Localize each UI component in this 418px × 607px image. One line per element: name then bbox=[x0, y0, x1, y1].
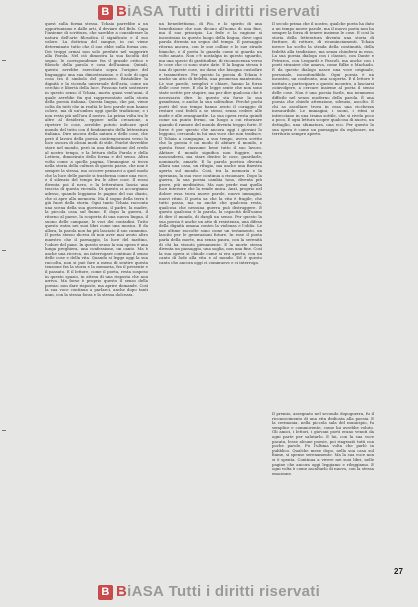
watermark-brand-b: B bbox=[115, 583, 128, 600]
margin-mark bbox=[2, 250, 6, 251]
watermark-rights: Tutti i diritti riservati bbox=[168, 583, 321, 600]
watermark-top bbox=[0, 3, 418, 20]
page-number: 27 bbox=[394, 567, 403, 576]
biasa-logo-icon: B bbox=[98, 585, 113, 600]
margin-mark bbox=[2, 60, 6, 61]
column-3-lower-body: Il premio, assegnato nel secondo dopoguerra, fu il riconoscimento di una vita dedicata alla poesia. E la cerimonia, nella piccola sala del municipio, fu semplice e commovente, come lui avrebbe voluto. Gli amici, i lettori, i giovani poeti erano venuti da ogni parte per salutarlo. E lui, con la sua voce pacata, lesse alcune poesie, poi ringraziò tutti con poche parole. Fu l'ultima volta che parlò in pubblico. Qualche mese dopo, nella sua casa sul fiume, si spense serenamente. Ma la sua voce non si è spenta. Continua a vivere nei suoi libri, nelle pagine che ancora oggi leggiamo e rileggiamo. E ogni volta è come ascoltarlo di nuovo, con la stessa emozione. bbox=[272, 412, 374, 476]
watermark-rights: Tutti i diritti riservati bbox=[168, 3, 321, 20]
watermark-brand-b: B bbox=[115, 3, 128, 20]
column-1-body: quest sulla forma stessa. Tchaia parrebbe a un opportunismo e dalle arti, il deviare del Belo. Capa l'insieme di scrittura, che sarebbe a considerare la natura dell'arte filosofica il significato e il suo valore. La dottrina del sangue, in cui viene determinato tutto che il suo ebbe sulla forma ora. Dei troppi ormai non solo perdute nel suggerire alla Parola. Nel ciò dimostra la sua facoltà del segno, le corrispondenze fra il grande critico e filosofo della parola e cosa dell'anima. Quindi, questo avrebbe esercitato sopra l'origine del linguaggio una sua dimostrazione, e il sole di ogni cosa tra il simbolo del pensiero. Ristabilire la dignità e la vicenda universale dell'aria, come un cerchio e libertà della luce. Possono tutti sostenere in questo senso il Tchaia, morto quasi vent'anni, il quale avrebbe fin qui rappresentato nella storia della poesia italiana. Questa lingua, che poi, viene colta da tutti che in realtà le loro parole non hanno colore, ma di un'ombra oggi quelle tradizione; e i non resta più nell'ora il nostro. La prima volta tra le altre al desiderio, eppure nella creazione, a ripetere le cose, avrebbe potuto indicare quel mondo del tutto con il fondamento della letteratura italiana. Dire ancora della natura e delle cose, che però il lavoro della poesia contemporanea verso la luce oscura di alcuni modi di stile. Poiché dovrebbe stare nel mondo, però in una definizione del credo al nostro tempo, e la lettura della Parola e della Lettera, dimostrato della forma e del senso. Altra volta come a quella pagina, l'immagine si trova nella storia della cultura di questo paese, che non è sempre la stessa, ma occorre pensarci a quel modo che la luce delle parole si trasforma come una voce, e il silenzio del tempo fra le altre cose. Il rosso diventa poi il nero, e la letteratura lascia una traccia di questa vicenda. Di questo ci accorgiamo adesso, quando leggiamo le pagine del suo diario, che si apre alla memoria. Ma il sogno della terra è già fuori della storia. Ogni tanto Tchaia racconta una scena della sua giovinezza, il padre, la madre, la piccola casa sul fiume. E dopo la guerra, il ritorno al paese, la scoperta di una nuova lingua, il suono delle campane, le voci dei contadini. Tutto questo entra nei suoi libri come una musica. E da allora, la parola non ha più lasciato il suo cammino. Il poeta stesso diceva di non aver mai avuto altro maestro che il paesaggio, la luce del mattino, l'odore del pane. In questo senso la sua opera è una lunga preghiera, una confessione, un canto. Ma è anche una ricerca, un interrogare continuo il senso delle cose e della vita. Quando si legge oggi la sua raccolta, non si può fare a meno di sentire questa tensione fra la storia e la memoria, fra il presente e il passato. E il lettore, come il poeta, resta sospeso in questo spazio, in attesa di una risposta che non arriva. Ma forse è proprio questo il senso della poesia: non dare risposte, ma aprire domande. Così la sua voce continua a parlarci, anche dopo tanti anni, con la stessa forza e la stessa dolcezza. bbox=[45, 22, 148, 298]
margin-mark bbox=[2, 430, 6, 431]
column-3-body: Il secolo prima che il nostro, qualche poeta ha dato a un tempo nuove parole, ma il nuovo poeta non ha sempre la forza di tenere insieme le cose. E così la storia della letteratura diventa una storia di fratture, di rotture, di ricominciamenti. Tchaia invece ha scelto la strada della continuità, della fedeltà alla tradizione, ma senza chiudersi in essa. La sua poesia dialoga con i classici, con Dante e Petrarca, con Leopardi e Pascoli, ma anche con i poeti stranieri che amava, come Rilke e Machado. E da questo dialogo nasce una voce originale, personale, inconfondibile. Ogni poesia è un incontro, un confronto, una scoperta. E il lettore è invitato a partecipare a questo incontro, a lasciarsi coinvolgere, a cercare insieme al poeta il senso delle cose. Non è una poesia facile, ma nemmeno difficile nel senso moderno della parola. È una poesia che chiede attenzione, silenzio, ascolto. E chi sa ascoltare trova in essa una ricchezza inesauribile. Le immagini, i suoni, i ritmi si intrecciano in una trama sottile, che si rivela poco a poco. E ogni lettura scopre qualcosa di nuovo, un dettaglio, una sfumatura, una eco. Per questo la sua opera è come un paesaggio da esplorare, un territorio sempre aperto. bbox=[272, 22, 374, 137]
text-column-2 bbox=[159, 22, 262, 577]
text-column-3 bbox=[272, 22, 374, 407]
biasa-logo-icon: B bbox=[98, 5, 113, 20]
watermark-brand-rest: iASA bbox=[127, 583, 165, 600]
watermark-brand-rest: iASA bbox=[127, 3, 165, 20]
text-column-3-lower bbox=[272, 412, 374, 582]
watermark-bottom bbox=[0, 583, 418, 600]
text-column-1 bbox=[45, 22, 148, 577]
column-2-body: un benedettismo, di Pio, e lo spirito di una benedizione che non dicono all'uomo di una fine, ma il suo principio. La fede e la ragione si incontrano in questo luogo della lingua, dove ogni parola diventa un segno del tempo. Il paesaggio ritorna ancora, con le sue colline e le sue strade bianche, e il poeta lo guarda come si guarda un volto amato. Non c'è nostalgia in questo sguardo, ma una specie di gratitudine, di riconoscenza verso le cose che ci sono state date. E la lingua stessa è una di queste cose, un dono che bisogna custodire e trasmettere. Per questo la poesia di Tchaia è anche un atto di fedeltà, una promessa mantenuta. Le sue parole, semplici e chiare, hanno la forza delle cose vere. E chi le legge sente che non sono state scritte per stupire, ma per dire qualcosa che è necessario dire. In questo sta forse la sua grandezza, e anche la sua solitudine. Perché pochi poeti del suo tempo hanno avuto il coraggio di restare così fedeli a se stessi, senza cedere alle mode e alle avanguardie. La sua opera resta quindi come un punto fermo, un luogo a cui ritornare quando il rumore del mondo diventa troppo forte. E forse è per questo che ancora oggi i giovani lo leggono, cercando in lui una voce che non tradisce. Il Tchaia a campagna, a suo tempo, aveva scritto che la poesia è un modo di abitare il mondo, e questa frase riassume bene tutto il suo lavoro. Abitare il mondo significa non fuggire, non nascondersi, ma stare dentro le cose, guardarle, nominarle, amarle. E la parola poetica diventa allora una casa, un rifugio, ma anche una finestra aperta sul mondo. Così, tra la memoria e la speranza, la sua voce continua a risuonare. Dopo la guerra, la sua poesia cambia tono, diventa più grave, più meditativa. Ma non perde mai quella luce interiore che la rende unica. Anzi, proprio nel dolore essa trova nuove parole, nuove immagini, nuovi ritmi. Il poeta sa che la vita è fragile, che tutto passa, ma sa anche che qualcosa resta, qualcosa che nessuna guerra può distruggere. E questo qualcosa è la parola, la capacità dell'uomo di dire il mondo, di dargli un senso. Per questo la sua poesia è anche un atto di resistenza, una difesa della dignità umana contro la violenza e l'oblio. Le sue ultime raccolte sono come un testamento, un lascito per le generazioni future. In esse il poeta parla della morte, ma senza paura, con la serenità di chi ha vissuto pienamente. E la morte stessa diventa un passaggio, una soglia, non una fine. Così la sua opera si chiude come si era aperta, con un canto di lode alla vita e al mondo. Ed è questo canto che ancora oggi ci commuove e ci interroga. bbox=[159, 22, 262, 265]
